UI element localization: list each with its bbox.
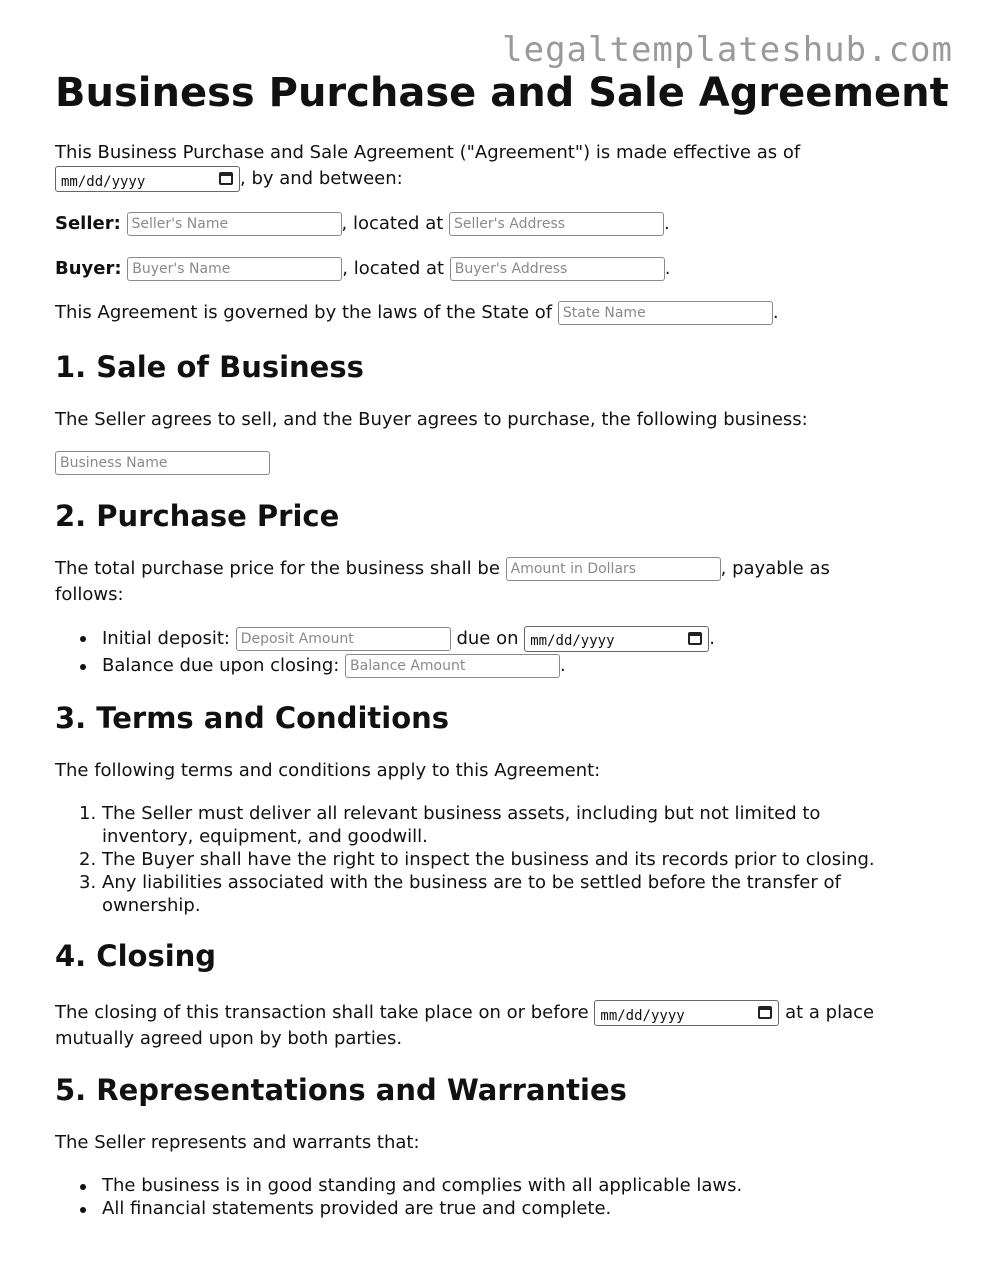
term-item: The Seller must deliver all relevant business assets, including but not limited to bbox=[102, 803, 821, 824]
warranty-item: The business is in good standing and complies with all applicable laws. bbox=[102, 1175, 743, 1196]
payable-as-text: , payable as bbox=[720, 558, 830, 579]
buyer-address-input[interactable]: Buyer's Address bbox=[450, 257, 665, 281]
closing-date-input[interactable]: mm/dd/yyyy bbox=[594, 1000, 779, 1026]
deposit-label: Initial deposit: bbox=[102, 628, 230, 649]
warranty-item: All financial statements provided are true and complete. bbox=[102, 1198, 612, 1219]
section-4-heading: 4. Closing bbox=[55, 939, 217, 973]
watermark: legaltemplateshub.com bbox=[502, 30, 953, 70]
calendar-icon bbox=[758, 1006, 772, 1019]
state-name-input[interactable]: State Name bbox=[558, 301, 773, 325]
bullet-icon bbox=[80, 1207, 86, 1213]
closing-row bbox=[55, 1000, 935, 1026]
governing-period: . bbox=[772, 302, 779, 323]
seller-located-text: , located at bbox=[341, 213, 444, 234]
term-number: 1. bbox=[79, 803, 97, 824]
deposit-item bbox=[102, 626, 715, 652]
section-2-heading: 2. Purchase Price bbox=[55, 499, 340, 533]
follows-text: follows: bbox=[55, 584, 124, 605]
business-name-input[interactable]: Business Name bbox=[55, 451, 270, 475]
seller-address-input[interactable]: Seller's Address bbox=[449, 212, 664, 236]
governing-row bbox=[55, 301, 935, 325]
at-a-place-text: at a place bbox=[785, 1002, 875, 1023]
term-item: The Buyer shall have the right to inspect the business and its records prior to closing. bbox=[102, 849, 875, 870]
balance-amount-input[interactable]: Balance Amount bbox=[345, 654, 560, 678]
section-5-text: The Seller represents and warrants that: bbox=[55, 1132, 420, 1153]
intro-line: This Business Purchase and Sale Agreement ("Agreement") is made effective as of bbox=[55, 142, 801, 163]
seller-row bbox=[55, 212, 935, 236]
price-row bbox=[55, 557, 935, 581]
section-1-heading: 1. Sale of Business bbox=[55, 350, 364, 384]
intro-by-between: , by and between: bbox=[240, 168, 403, 189]
term-item: Any liabilities associated with the business are to be settled before the transfer of bbox=[102, 872, 841, 893]
term-item-cont: inventory, equipment, and goodwill. bbox=[102, 826, 428, 847]
section-5-heading: 5. Representations and Warranties bbox=[55, 1073, 627, 1107]
closing-text-cont: mutually agreed upon by both parties. bbox=[55, 1028, 403, 1049]
balance-period: . bbox=[560, 655, 566, 676]
buyer-label: Buyer: bbox=[55, 258, 122, 279]
balance-item bbox=[102, 654, 566, 678]
term-item-cont: ownership. bbox=[102, 895, 201, 916]
bullet-icon bbox=[80, 1184, 86, 1190]
deposit-date-input[interactable]: mm/dd/yyyy bbox=[524, 626, 709, 652]
calendar-icon bbox=[688, 632, 702, 645]
seller-label: Seller: bbox=[55, 213, 121, 234]
buyer-period: . bbox=[664, 258, 671, 279]
bullet-icon bbox=[80, 636, 86, 642]
calendar-icon bbox=[219, 172, 233, 185]
deposit-period: . bbox=[709, 628, 715, 649]
section-1-text: The Seller agrees to sell, and the Buyer agrees to purchase, the following business: bbox=[55, 409, 808, 430]
section-3-heading: 3. Terms and Conditions bbox=[55, 701, 450, 735]
buyer-located-text: , located at bbox=[342, 258, 445, 279]
seller-name-input[interactable]: Seller's Name bbox=[127, 212, 342, 236]
term-number: 3. bbox=[79, 872, 97, 893]
effective-date-input[interactable]: mm/dd/yyyy bbox=[55, 166, 240, 192]
amount-input[interactable]: Amount in Dollars bbox=[506, 557, 721, 581]
bullet-icon bbox=[80, 664, 86, 670]
closing-text: The closing of this transaction shall take place on or before bbox=[55, 1002, 589, 1023]
term-number: 2. bbox=[79, 849, 97, 870]
buyer-row bbox=[55, 257, 935, 281]
seller-period: . bbox=[664, 213, 670, 234]
business-name-row bbox=[55, 451, 935, 475]
due-on-text: due on bbox=[456, 628, 519, 649]
deposit-amount-input[interactable]: Deposit Amount bbox=[236, 627, 451, 651]
section-3-text: The following terms and conditions apply to this Agreement: bbox=[55, 760, 601, 781]
buyer-name-input[interactable]: Buyer's Name bbox=[127, 257, 342, 281]
intro-date-row bbox=[55, 166, 935, 192]
page-title: Business Purchase and Sale Agreement bbox=[55, 70, 949, 116]
governing-text: This Agreement is governed by the laws of the State of bbox=[55, 302, 553, 323]
balance-label: Balance due upon closing: bbox=[102, 655, 340, 676]
price-text: The total purchase price for the business shall be bbox=[55, 558, 500, 579]
